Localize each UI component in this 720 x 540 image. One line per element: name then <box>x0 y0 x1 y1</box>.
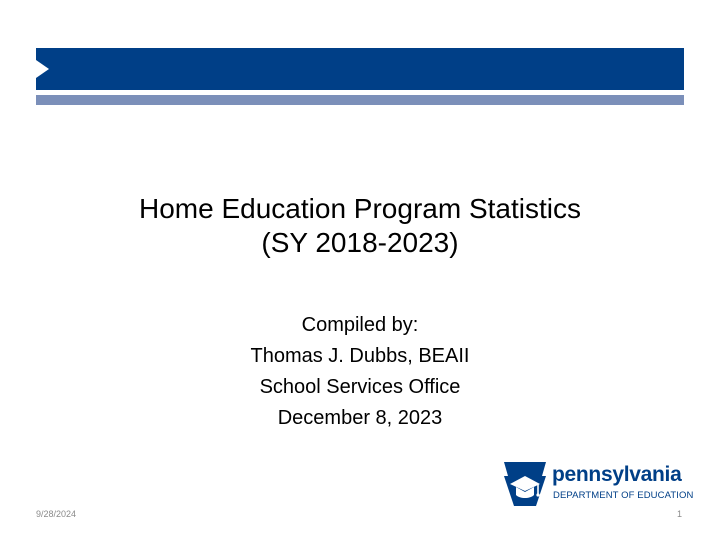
slide-title <box>60 192 660 260</box>
slide-subtitle <box>110 310 610 434</box>
title-line: Home Education Program Statistics <box>139 193 581 224</box>
footer-date: 9/28/2024 <box>36 509 77 519</box>
title-line: (SY 2018-2023) <box>261 227 459 258</box>
compiled-by-label: Compiled by: <box>301 314 419 336</box>
office-name: School Services Office <box>259 376 461 398</box>
header-stripe <box>36 95 684 105</box>
pa-education-logo <box>502 460 694 508</box>
compiled-date: December 8, 2023 <box>277 407 443 429</box>
author-name: Thomas J. Dubbs, BEAII <box>250 345 470 367</box>
logo-wordmark: pennsylvania <box>552 463 682 486</box>
arrow-icon <box>36 60 49 78</box>
page-number: 1 <box>676 509 682 519</box>
keystone-graduation-cap-icon <box>502 460 548 508</box>
logo-department: DEPARTMENT OF EDUCATION <box>553 490 694 501</box>
header-bar <box>36 48 684 90</box>
